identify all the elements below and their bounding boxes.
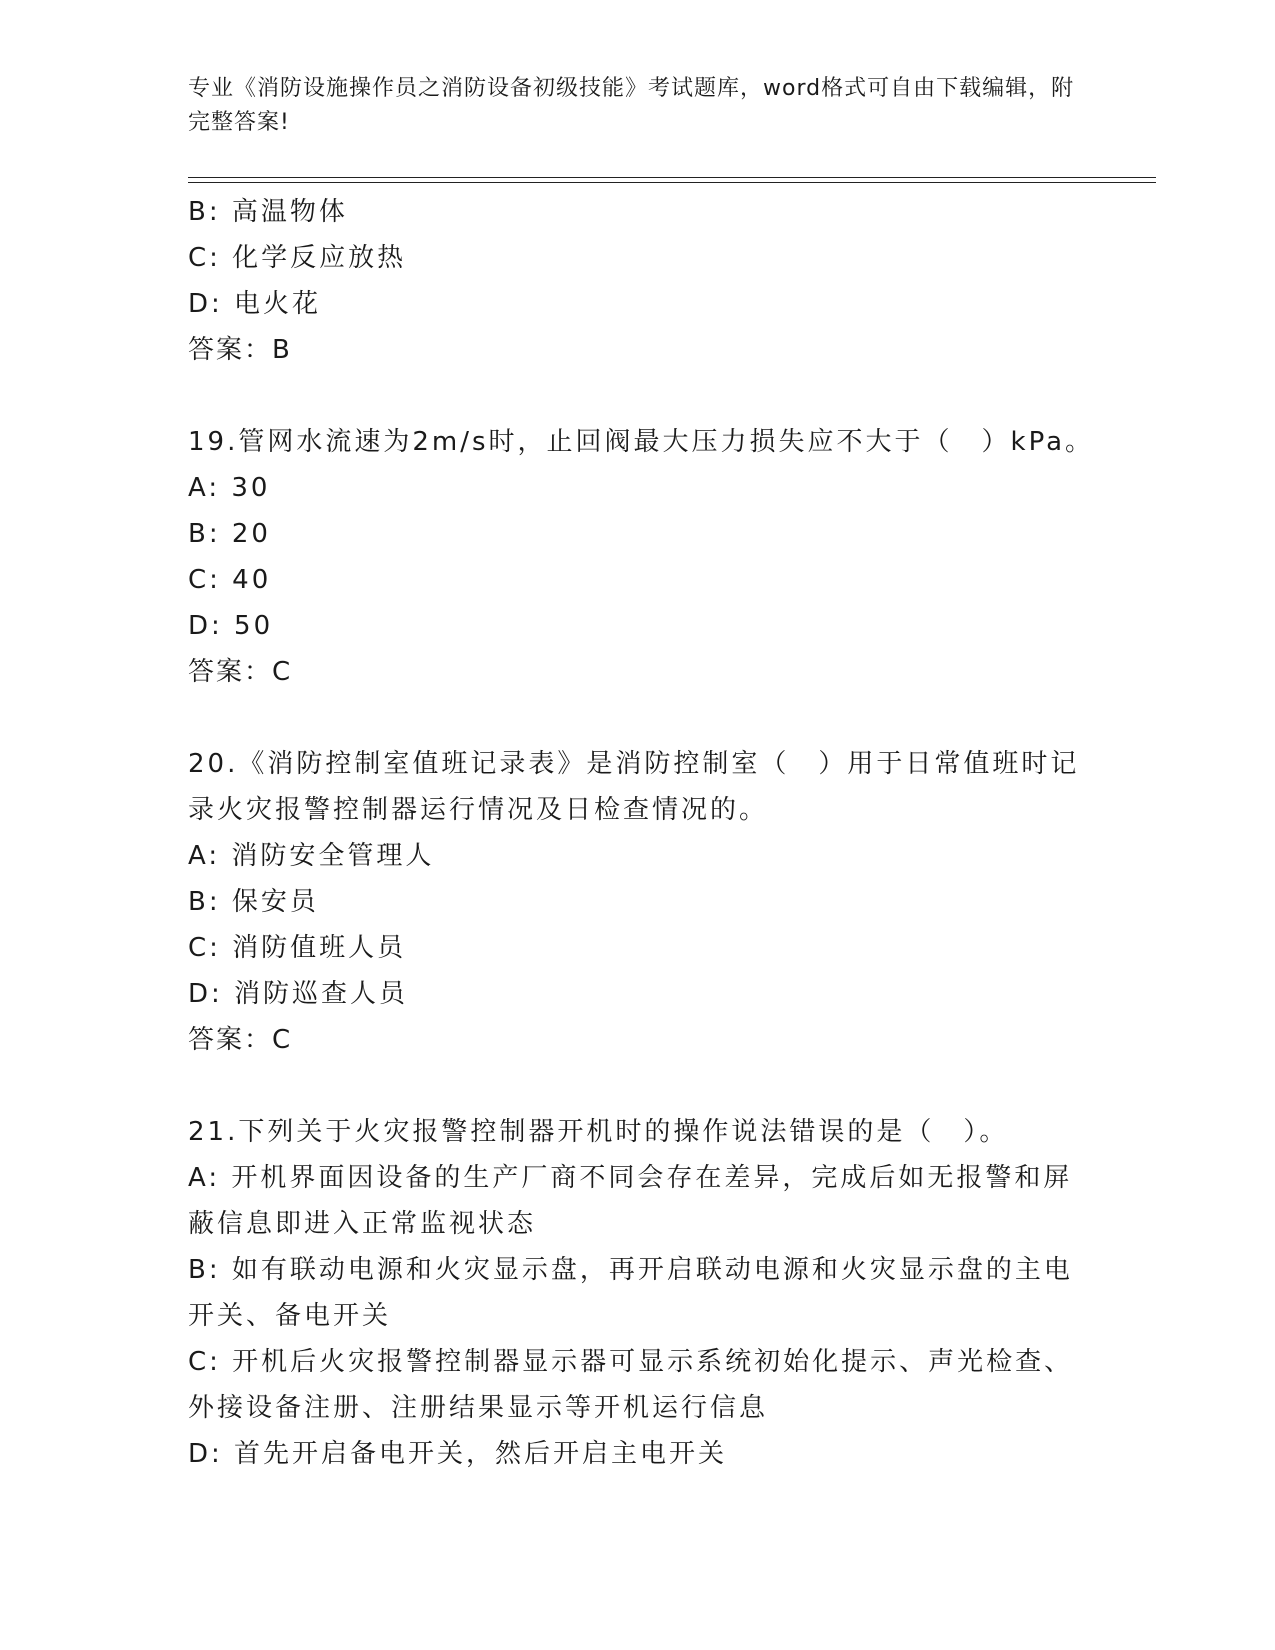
- header-divider-bottom: [188, 182, 1156, 183]
- option-b: B: 如有联动电源和火灾显示盘，再开启联动电源和火灾显示盘的主电开关、备电开关: [188, 1255, 1073, 1331]
- spacer: [188, 1063, 1088, 1109]
- option-b: B: 高温物体: [188, 197, 348, 227]
- option-d: D: 首先开启备电开关，然后开启主电开关: [188, 1439, 728, 1469]
- answer: 答案：B: [188, 335, 292, 365]
- option-b: B: 保安员: [188, 887, 319, 917]
- answer: 答案：C: [188, 657, 293, 687]
- option-d: D: 50: [188, 611, 274, 641]
- option-a: A: 开机界面因设备的生产厂商不同会存在差异，完成后如无报警和屏蔽信息即进入正常监视状态: [188, 1163, 1073, 1239]
- option-c: C: 开机后火灾报警控制器显示器可显示系统初始化提示、声光检查、外接设备注册、注册结果显示等开机运行信息: [188, 1347, 1074, 1423]
- document-header: 专业《消防设施操作员之消防设备初级技能》考试题库，word格式可自由下载编辑，附完整答案!: [188, 76, 1075, 135]
- header-divider-top: [188, 177, 1156, 178]
- option-c: C: 40: [188, 565, 272, 595]
- question-20: [188, 741, 1088, 1063]
- question-stem: 20.《消防控制室值班记录表》是消防控制室（ ）用于日常值班时记录火灾报警控制器运行情况及日检查情况的。: [188, 749, 1080, 825]
- option-c: C: 消防值班人员: [188, 933, 407, 963]
- option-d: D: 消防巡查人员: [188, 979, 409, 1009]
- option-d: D: 电火花: [188, 289, 322, 319]
- question-stem: 19.管网水流速为2m/s时，止回阀最大压力损失应不大于（ ）kPa。: [188, 427, 1095, 457]
- answer: 答案：C: [188, 1025, 293, 1055]
- question-18-continued: [188, 189, 1088, 373]
- question-21: [188, 1109, 1088, 1477]
- question-content: [188, 189, 1095, 1477]
- spacer: [188, 695, 1088, 741]
- option-a: A: 消防安全管理人: [188, 841, 435, 871]
- question-19: [188, 419, 1095, 695]
- question-stem: 21.下列关于火灾报警控制器开机时的操作说法错误的是（ ）。: [188, 1117, 1009, 1147]
- spacer: [188, 373, 1088, 419]
- option-c: C: 化学反应放热: [188, 243, 407, 273]
- option-a: A: 30: [188, 473, 271, 503]
- option-b: B: 20: [188, 519, 271, 549]
